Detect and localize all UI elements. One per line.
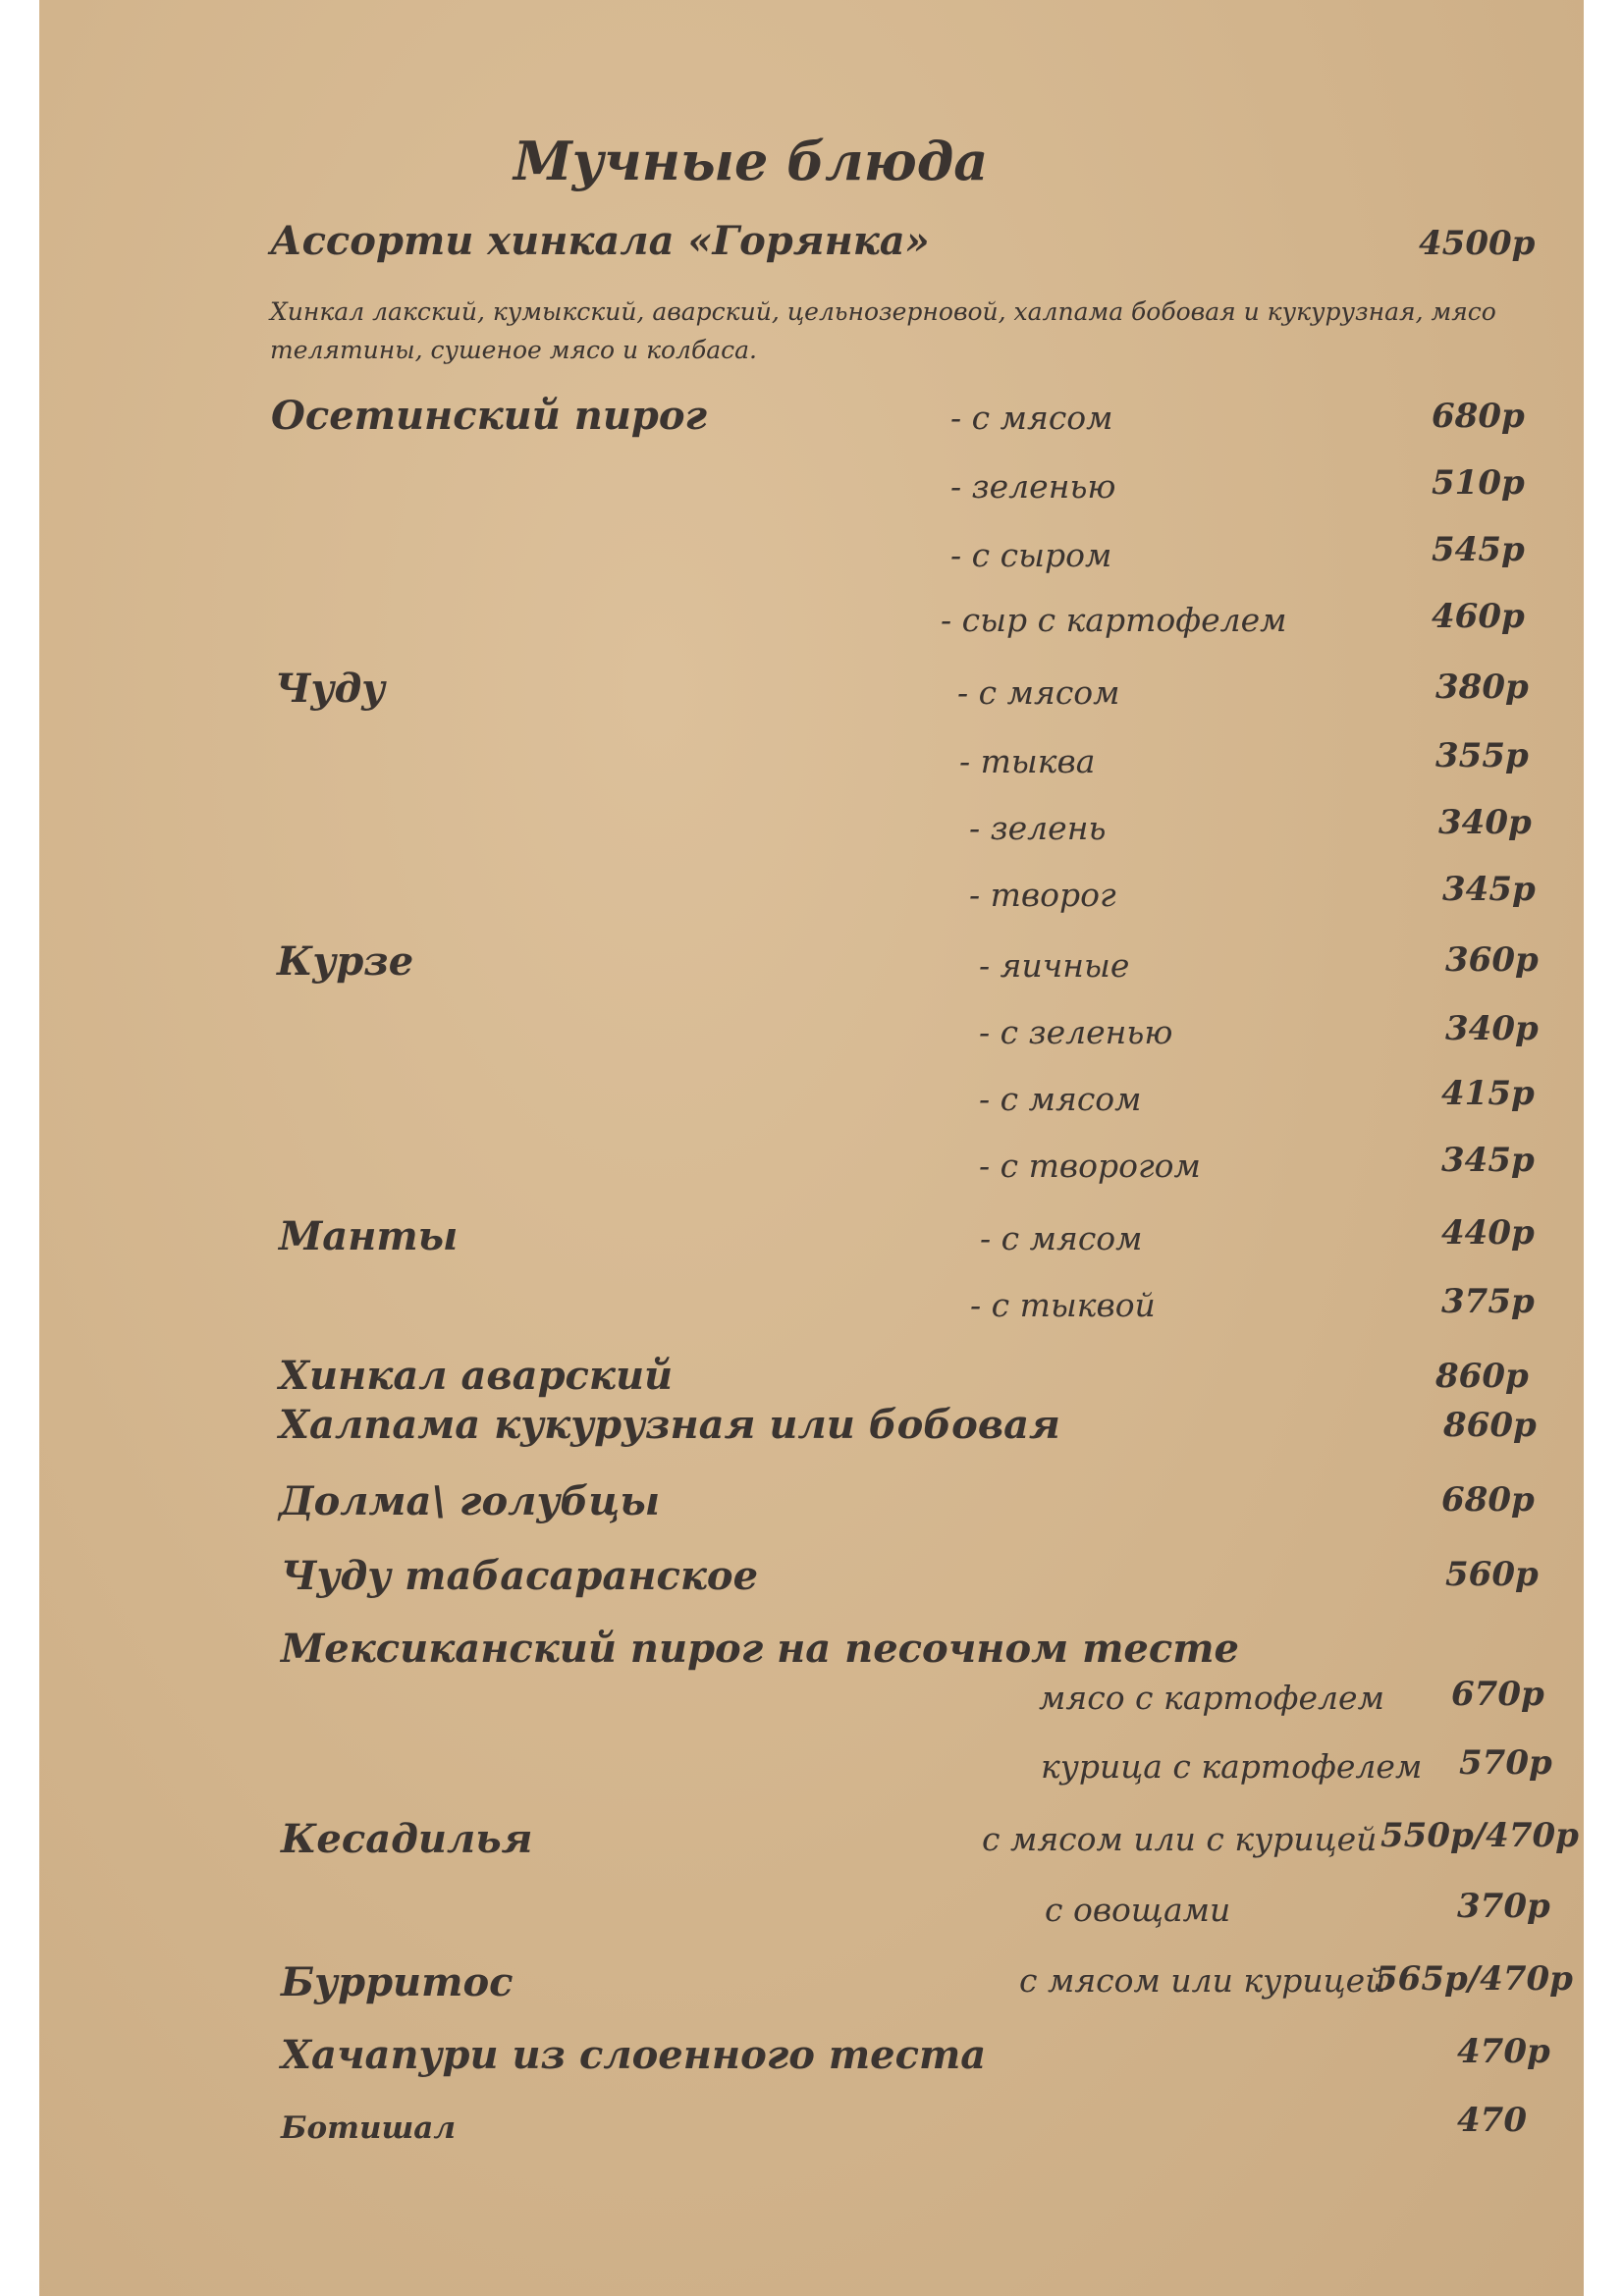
dish-name-botishal: Ботишал [281, 2110, 457, 2146]
variant-label: курица с картофелем [1041, 1747, 1423, 1786]
dish-name-khalpama: Халпама кукурузная или бобовая [279, 1402, 1060, 1448]
variant-label: - с мясом [979, 1080, 1142, 1118]
dish-name-assorti: Ассорти хинкала «Горянка» [270, 218, 930, 264]
variant-label: - с зеленью [979, 1013, 1173, 1051]
variant-label: - творог [969, 876, 1116, 914]
variant-label: с овощами [1045, 1891, 1231, 1929]
variant-label: - зелень [969, 809, 1107, 847]
menu-page [39, 0, 1584, 2296]
variant-price: 380р [1435, 667, 1529, 707]
dish-name-quesadilla: Кесадилья [281, 1816, 533, 1862]
dish-name-osetinsky: Осетинский пирог [271, 393, 708, 439]
dish-name-kurze: Курзе [277, 938, 414, 985]
dish-price: 560р [1445, 1555, 1539, 1594]
dish-name-burritos: Бурритос [281, 1959, 514, 2005]
dish-price: 680р [1441, 1480, 1535, 1520]
variant-label: - зеленью [950, 467, 1116, 506]
dish-name-dolma: Долма\ голубцы [279, 1478, 661, 1524]
variant-price: 460р [1432, 597, 1525, 636]
variant-price: 360р [1445, 940, 1539, 980]
dish-price: 565р/470р [1375, 1959, 1573, 1999]
variant-label: - с мясом [950, 399, 1113, 437]
page-title: Мучные блюда [514, 130, 989, 192]
dish-name-chudu: Чуду [275, 666, 386, 712]
variant-label: - с творогом [979, 1147, 1201, 1185]
dish-name-chudu-tabasaran: Чуду табасаранское [281, 1553, 759, 1599]
variant-price: 670р [1451, 1675, 1544, 1714]
variant-price: 375р [1441, 1282, 1535, 1321]
variant-price: 340р [1438, 803, 1532, 842]
variant-price: 345р [1442, 870, 1536, 909]
dish-name-mexican-pie: Мексиканский пирог на песочном тесте [281, 1626, 1239, 1672]
variant-label: - с мясом [957, 673, 1120, 712]
dish-description-line-2: телятины, сушеное мясо и колбаса. [270, 336, 757, 364]
dish-name-khachapuri: Хачапури из слоенного теста [281, 2032, 987, 2078]
dish-name-khinkal-avarsky: Хинкал аварский [279, 1353, 674, 1399]
variant-label: - с мясом [980, 1219, 1143, 1257]
variant-price: 440р [1441, 1213, 1535, 1253]
variant-label: - сыр с картофелем [941, 601, 1287, 639]
variant-price: 570р [1459, 1743, 1552, 1783]
variant-price: 550р/470р [1380, 1816, 1579, 1855]
variant-label: - с сыром [950, 536, 1112, 574]
dish-price: 470 [1457, 2101, 1527, 2140]
variant-price: 370р [1457, 1887, 1550, 1926]
dish-price-assorti: 4500р [1419, 224, 1536, 263]
variant-label: мясо с картофелем [1039, 1679, 1384, 1717]
variant-label: - яичные [979, 946, 1130, 985]
variant-label: - тыква [959, 742, 1096, 780]
variant-price: 415р [1441, 1074, 1535, 1113]
variant-price: 680р [1432, 397, 1525, 436]
variant-price: 510р [1432, 463, 1525, 503]
dish-name-manty: Манты [279, 1213, 459, 1259]
dish-price: 860р [1435, 1357, 1529, 1396]
dish-price: 860р [1443, 1406, 1537, 1445]
variant-label: - с тыквой [970, 1286, 1156, 1324]
dish-description-line-1: Хинкал лакский, кумыкский, аварский, цельнозерновой, халпама бобовая и кукурузная, мясо [270, 297, 1496, 326]
variant-price: 545р [1432, 530, 1525, 569]
variant-price: 340р [1445, 1009, 1539, 1048]
variant-label: с мясом или курицей [1019, 1961, 1386, 2000]
variant-price: 345р [1441, 1141, 1535, 1180]
variant-price: 355р [1435, 736, 1529, 775]
variant-label: с мясом или с курицей [982, 1820, 1378, 1858]
dish-price: 470р [1457, 2032, 1550, 2071]
